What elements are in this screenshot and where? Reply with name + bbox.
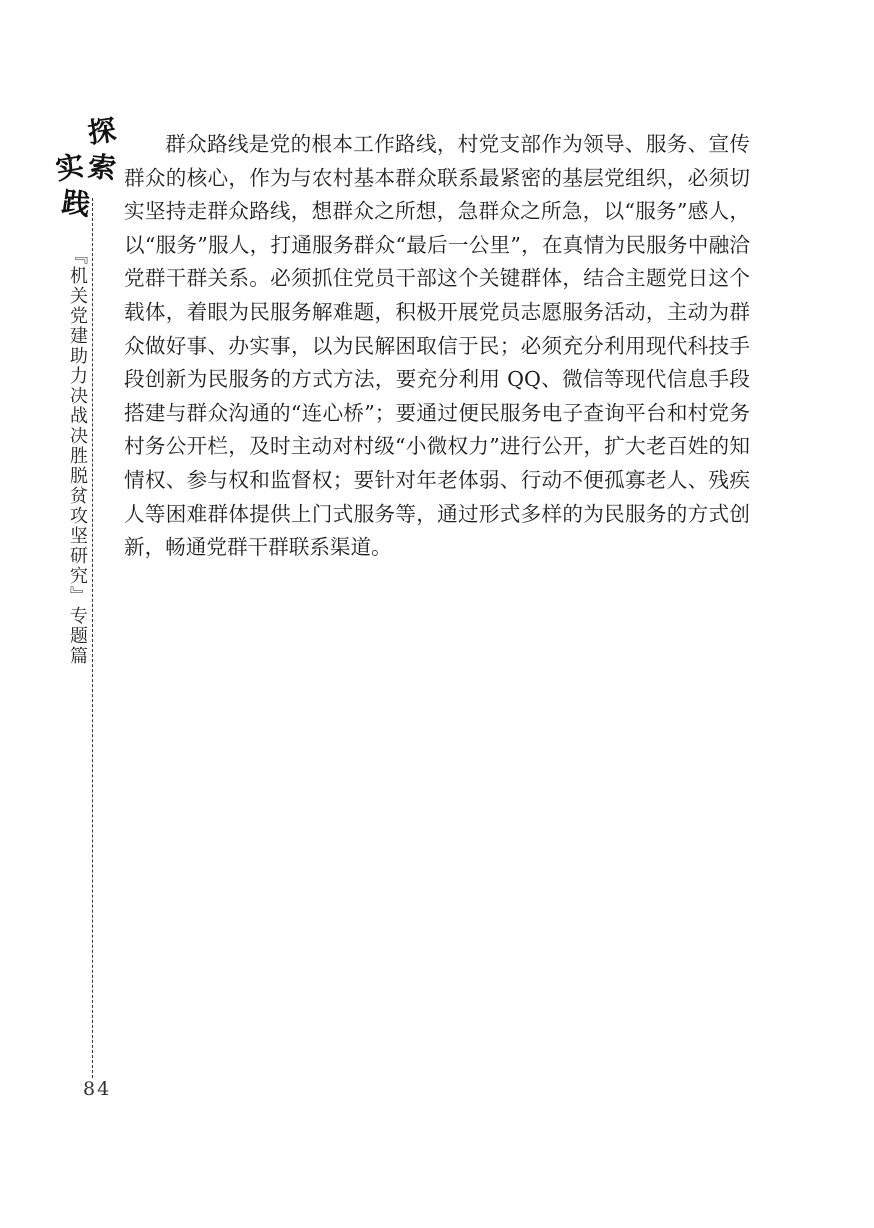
- sidebar: [53, 113, 119, 1076]
- logo-char-jian: 践: [59, 185, 93, 222]
- page-number: 84: [83, 1078, 112, 1100]
- logo-char-suo: 索: [86, 149, 118, 186]
- sidebar-book-title: 『机关党建助力决战决胜脱贫攻坚研究』专题篇: [67, 246, 88, 666]
- logo-char-tan: 探: [85, 113, 119, 150]
- body-paragraph: 群众路线是党的根本工作路线，村党支部作为领导、服务、宣传群众的核心，作为与农村基本群众联系最紧密的基层党组织，必须切实坚持走群众路线，想群众之所想，急群众之所急，以“服务”感人，以“服务”服人，打通服务群众“最后一公里”，在真情为民服务中融洽党群干群关系。必须抓住党员干部这个关键群体，结合主题党日这个载体，着眼为民服务解难题，积极开展党员志愿服务活动，主动为群众做好事、办实事，以为民解困取信于民；必须充分利用现代科技手段创新为民服务的方式方法，要充分利用 QQ、微信等现代信息手段搭建与群众沟通的“连心桥”；要通过便民服务电子查询平台和村党务村务公开栏，及时主动对村级“小微权力”进行公开，扩大老百姓的知情权、参与权和监督权；要针对年老体弱、行动不便孤寡老人、残疾人等困难群体提供上门式服务等，通过形式多样的为民服务的方式创新，畅通党群干群联系渠道。: [124, 132, 750, 560]
- series-logo: [53, 113, 119, 228]
- logo-char-shi: 实: [53, 148, 87, 187]
- main-content: [124, 128, 750, 565]
- sidebar-dashed-divider: [92, 198, 93, 1078]
